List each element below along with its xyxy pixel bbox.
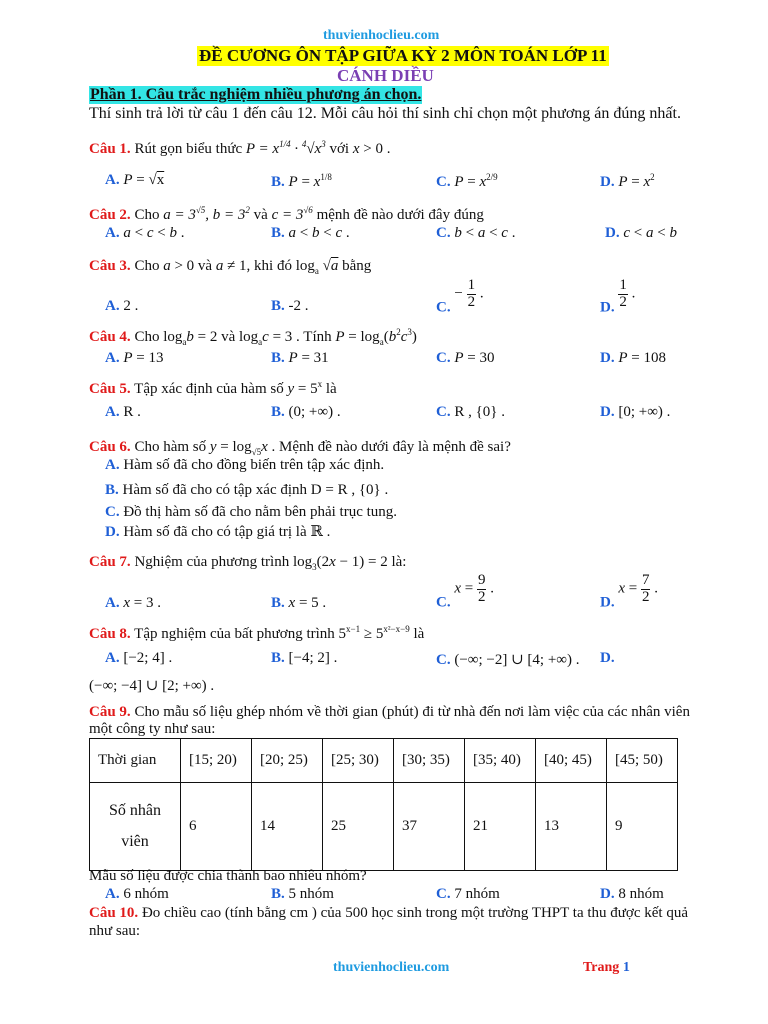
question-text: Cho hàm số $y = \log_{√5}x$ . Mệnh đề nào dưới đây là mệnh đề sai? [134, 439, 511, 457]
option-a[interactable]: A. P = √x [105, 172, 165, 188]
option-d[interactable]: D. [600, 650, 615, 666]
table-cell: 21 [465, 783, 536, 871]
option-b[interactable]: B. P = 31 [271, 350, 329, 366]
option-a[interactable]: A. 6 nhóm [105, 886, 169, 902]
table-cell: [40; 45) [536, 739, 607, 783]
question-4 [89, 327, 417, 347]
option-d-value[interactable]: (−∞; −4] ∪ [2; +∞) . [89, 678, 215, 694]
table-header-cell: Thời gian [90, 739, 181, 783]
question-text: Cho a > 0 và a ≠ 1, khi đó $\log_a √a$ bằng [134, 258, 372, 276]
option-d[interactable]: D. $\frac{1}{2}$ . [600, 277, 636, 316]
option-c[interactable]: C. P = 30 [436, 350, 495, 366]
option-d[interactable]: D. Hàm số đã cho có tập giá trị là ℝ . [105, 524, 331, 540]
option-d[interactable]: D. P = 108 [600, 350, 666, 366]
option-c[interactable]: C. 7 nhóm [436, 886, 500, 902]
table-cell: 14 [252, 783, 323, 871]
question-text: Rút gọn biểu thức [134, 141, 243, 157]
question-tail: mệnh đề nào dưới đây đúng [316, 207, 484, 223]
question-text: Nghiệm của phương trình $\log_3(2x - 1) = 2$ là: [134, 554, 407, 572]
option-c[interactable]: C. $P = x^{2/9}$ [436, 172, 498, 190]
table-header-cell: Số nhân viên [90, 783, 181, 871]
part-instruction: Thí sinh trả lời từ câu 1 đến câu 12. Mỗi câu hỏi thí sinh chỉ chọn một phương án đúng nhất. [89, 105, 681, 122]
question-label: Câu 7. [89, 554, 131, 570]
option-c[interactable]: C. − $\frac{1}{2}$ . [436, 277, 484, 316]
table-cell: [20; 25) [252, 739, 323, 783]
question-text: Tập nghiệm của bất phương trình $5^{x-1} \ge 5^{x^2-x-9}$ là [134, 624, 425, 642]
question-2 [89, 205, 484, 224]
option-b[interactable]: B. Hàm số đã cho có tập xác định D = R , {0} . [105, 482, 389, 498]
option-c[interactable]: C. Đồ thị hàm số đã cho nằm bên phải trục tung. [105, 504, 398, 520]
question-label: Câu 2. [89, 207, 131, 223]
question-label: Câu 4. [89, 329, 131, 345]
question-connector: và [253, 207, 268, 223]
table-cell: 9 [607, 783, 678, 871]
question-label: Câu 6. [89, 439, 131, 455]
table-row [90, 783, 678, 871]
option-c[interactable]: C. x = $\frac{9}{2}$ . [436, 572, 494, 611]
table-cell: [45; 50) [607, 739, 678, 783]
table-cell: 13 [536, 783, 607, 871]
option-b[interactable]: B. x = 5 . [271, 595, 327, 611]
table-cell: [15; 20) [181, 739, 252, 783]
question-1 [89, 139, 390, 158]
question-text-line2: như sau: [89, 923, 141, 939]
option-c[interactable]: C. b < a < c . [436, 225, 516, 241]
question-label: Câu 5. [89, 381, 131, 397]
option-b[interactable]: B. (0; +∞) . [271, 404, 341, 420]
question-6 [89, 439, 511, 457]
option-d[interactable]: D. $P = x^2$ [600, 172, 655, 190]
question-label: Câu 9. [89, 704, 131, 720]
options-q3 [105, 276, 705, 320]
footer-site: thuvienhoclieu.com [333, 960, 450, 975]
option-a[interactable]: A. P = 13 [105, 350, 164, 366]
option-a[interactable]: A. x = 3 . [105, 595, 161, 611]
question-label: Câu 8. [89, 626, 131, 642]
option-d[interactable]: D. 8 nhóm [600, 886, 664, 902]
part-heading: Phần 1. Câu trắc nghiệm nhiều phương án chọn. [90, 86, 422, 103]
math-expression: $c = 3^{√6}$ [271, 205, 313, 223]
option-b[interactable]: B. 5 nhóm [271, 886, 334, 902]
table-cell: [30; 35) [394, 739, 465, 783]
option-a[interactable]: A. [−2; 4] . [105, 650, 173, 666]
option-c[interactable]: C. R , {0} . [436, 404, 505, 420]
options-q7 [105, 573, 705, 617]
question-5 [89, 379, 337, 398]
option-a[interactable]: A. 2 . [105, 298, 139, 314]
question-10 [89, 905, 688, 922]
page-subtitle: CÁNH DIỀU [337, 66, 434, 85]
math-expression: $a = 3^{√5}$, $b = 3^2$ [163, 205, 250, 223]
table-cell: 25 [323, 783, 394, 871]
option-b[interactable]: B. -2 . [271, 298, 309, 314]
question-label: Câu 10. [89, 905, 139, 921]
option-d[interactable]: D. c < a < b [605, 225, 677, 241]
question-9-prompt: Mẫu số liệu được chia thành bao nhiêu nhóm? [89, 868, 367, 884]
question-label: Câu 3. [89, 258, 131, 274]
question-label: Câu 1. [89, 141, 131, 157]
option-d[interactable]: D. [0; +∞) . [600, 404, 671, 420]
header-site: thuvienhoclieu.com [323, 28, 440, 43]
option-b[interactable]: B. [−4; 2] . [271, 650, 338, 666]
question-text-line2: một công ty như sau: [89, 721, 216, 737]
option-b[interactable]: B. $P = x^{1/8}$ [271, 172, 332, 190]
option-a[interactable]: A. R . [105, 404, 141, 420]
question-text: Cho $\log_ab = 2$ và $\log_ac = 3$ . Tính $P = \log_a(b^2c^3)$ [134, 327, 417, 347]
question-8 [89, 624, 424, 643]
question-text: Cho [134, 207, 160, 223]
math-expression: $P = x^{1/4} \cdot ^4√x^3$ [245, 139, 326, 157]
option-a[interactable]: A. Hàm số đã cho đồng biến trên tập xác định. [105, 457, 385, 473]
question-3 [89, 258, 371, 276]
page-number: Trang 1 [583, 960, 630, 975]
page-title: ĐỀ CƯƠNG ÔN TẬP GIỮA KỲ 2 MÔN TOÁN LỚP 11 [199, 46, 607, 65]
option-b[interactable]: B. a < b < c . [271, 225, 350, 241]
question-7 [89, 554, 406, 572]
question-9 [89, 704, 690, 721]
question-text: Đo chiều cao (tính bằng cm ) của 500 học sinh trong một trường THPT ta thu được kết quả [141, 905, 688, 921]
table-cell: 6 [181, 783, 252, 871]
question-text: Tập xác định của hàm số $y = 5^x$ là [134, 379, 337, 397]
table-cell: 37 [394, 783, 465, 871]
option-a[interactable]: A. a < c < b . [105, 225, 185, 241]
table-row [90, 739, 678, 783]
table-cell: [25; 30) [323, 739, 394, 783]
table-cell: [35; 40) [465, 739, 536, 783]
option-d[interactable]: D. x = $\frac{7}{2}$ . [600, 572, 658, 611]
option-c[interactable]: C. (−∞; −2] ∪ [4; +∞) . [436, 652, 580, 668]
question-text: Cho mẫu số liệu ghép nhóm về thời gian (phút) đi từ nhà đến nơi làm việc của các nhân viên [134, 704, 690, 720]
question-condition: với x > 0 . [329, 141, 391, 157]
grouped-data-table [89, 738, 678, 871]
